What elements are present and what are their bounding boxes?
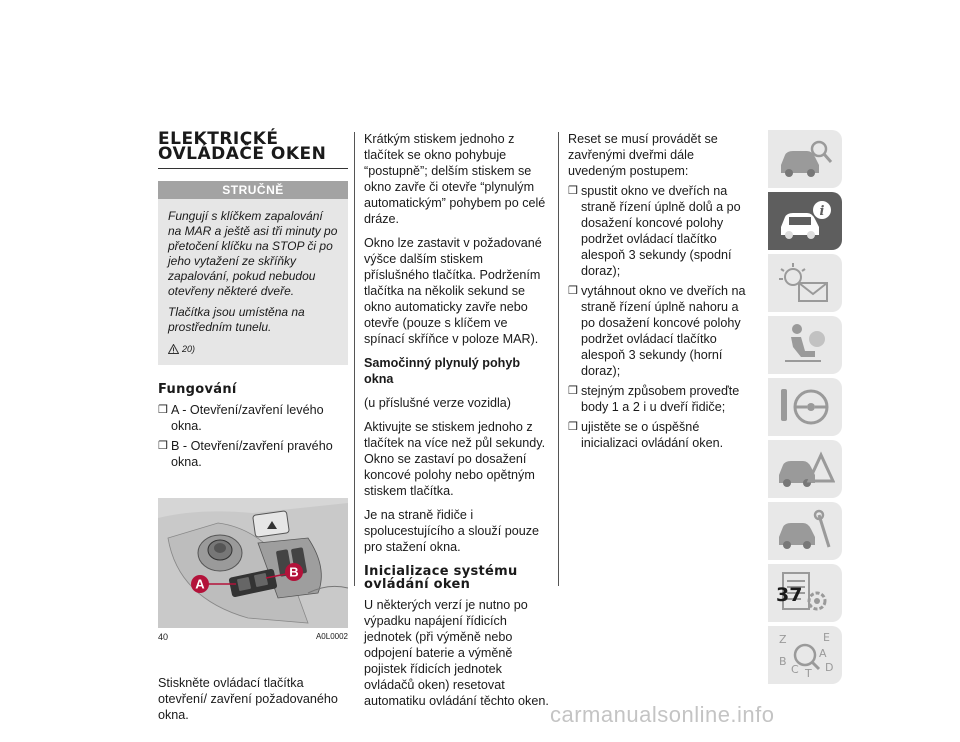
car-info-icon bbox=[775, 197, 835, 245]
list-item-text: ujistěte se o úspěšné inicializaci ovládání oken. bbox=[581, 420, 724, 450]
list-item-text: B - Otevření/zavření pravého okna. bbox=[171, 439, 333, 469]
bullet-box-icon: ❒ bbox=[568, 285, 578, 297]
tab-safety[interactable] bbox=[768, 316, 842, 374]
list-item bbox=[568, 419, 754, 451]
sub-heading: Samočinný plynulý pohyb okna bbox=[364, 356, 521, 386]
summary-heading: STRUČNĚ bbox=[158, 181, 348, 199]
alphabet-index-icon bbox=[775, 631, 835, 679]
paragraph: Je na straně řidiče i spolucestujícího a slouží pouze pro stažení okna. bbox=[364, 508, 540, 554]
warning-ref-text: 20) bbox=[182, 344, 196, 354]
list-item bbox=[568, 183, 754, 279]
paragraph: U některých verzí je nutno po výpadku napájení řídicích jednotek (při výměně nebo odpojení baterie a výměně pojistek řídicích jednotek ovládačů oken) resetovat automatiku ovládání těchto oken. bbox=[364, 598, 549, 708]
index-letter: B bbox=[779, 655, 787, 668]
summary-paragraph-2: Tlačítka jsou umístěna na prostředním tunelu. bbox=[168, 305, 305, 334]
steering-wheel-icon bbox=[775, 383, 835, 431]
bullet-box-icon: ❒ bbox=[158, 440, 168, 452]
list-item bbox=[568, 383, 754, 415]
warning-light-envelope-icon bbox=[775, 259, 835, 307]
index-letter: A bbox=[819, 647, 827, 660]
index-letter: E bbox=[823, 631, 830, 644]
list-item bbox=[568, 283, 754, 379]
bullet-box-icon: ❒ bbox=[568, 385, 578, 397]
tab-maintenance[interactable] bbox=[768, 502, 842, 560]
title-line-2: OVLÁDAČE OKEN bbox=[158, 144, 327, 164]
car-warning-triangle-icon bbox=[775, 445, 835, 493]
bullet-box-icon: ❒ bbox=[158, 404, 168, 416]
list-item-text: spustit okno ve dveřích na straně řízení úplně dolů a po dosažení koncové polohy podržet ovládací tlačítko alespoň 3 sekundy (spodní doraz); bbox=[581, 184, 741, 278]
section-heading-fungovani: Fungování bbox=[158, 382, 237, 397]
seat-airbag-icon bbox=[775, 321, 835, 369]
svg-text:i: i bbox=[819, 204, 825, 219]
paragraph: Aktivujte se stiskem jednoho z tlačítek na více než půl sekundy. Okno se zastaví po dosažení koncové polohy nebo opětným stiskem tlačítka. bbox=[364, 420, 546, 498]
tab-emergency[interactable] bbox=[768, 440, 842, 498]
bullet-box-icon: ❒ bbox=[568, 421, 578, 433]
summary-box bbox=[158, 181, 348, 365]
warning-reference bbox=[168, 341, 338, 357]
list-item-text: vytáhnout okno ve dveřích na straně řízení úplně nahoru a po dosažení koncové polohy podržet ovládací tlačítko alespoň 3 sekundy (horní doraz); bbox=[581, 284, 746, 378]
figure-label-b: B bbox=[289, 564, 299, 580]
summary-paragraph-1: Fungují s klíčkem zapalování na MAR a ještě asi tři minuty po přetočení klíčku na STOP či po jeho vytažení ze skříňky zapalování, pokud nebudou otevřeny některé dveře. bbox=[168, 209, 338, 298]
column-divider bbox=[354, 132, 355, 586]
tab-driving[interactable] bbox=[768, 378, 842, 436]
column-2 bbox=[364, 131, 550, 717]
watermark: carmanualsonline.info bbox=[550, 702, 775, 727]
paragraph: Reset se musí provádět se zavřenými dveřmi dále uvedeným postupem: bbox=[568, 132, 718, 178]
index-letter: Z bbox=[779, 633, 787, 646]
title-line-1: ELEKTRICKÉ bbox=[158, 129, 279, 149]
after-figure-text: Stiskněte ovládací tlačítka otevření/ zavření požadovaného okna. bbox=[158, 676, 338, 722]
column-1 bbox=[158, 129, 348, 731]
list-item bbox=[158, 402, 348, 434]
car-wrench-icon bbox=[775, 507, 835, 555]
center-console-illustration bbox=[158, 498, 348, 628]
figure-number: 40 bbox=[158, 632, 169, 642]
figure-caption bbox=[158, 629, 348, 645]
console-switch-figure bbox=[158, 498, 348, 628]
index-letter: C bbox=[791, 663, 799, 676]
heading-line-1: Inicializace systému bbox=[364, 564, 518, 579]
page-number: 37 bbox=[776, 584, 803, 606]
figure-code: A0L0002 bbox=[315, 632, 348, 641]
heading-line-2: ovládání oken bbox=[364, 577, 471, 592]
tab-index[interactable] bbox=[768, 626, 842, 684]
list-item-text: A - Otevření/zavření levého okna. bbox=[171, 403, 324, 433]
figure-label-a: A bbox=[195, 576, 205, 592]
index-letter: T bbox=[805, 667, 812, 679]
car-magnifier-icon bbox=[775, 135, 835, 183]
paragraph: (u příslušné verze vozidla) bbox=[364, 396, 511, 410]
index-letter: D bbox=[825, 661, 834, 674]
section-title bbox=[158, 129, 348, 169]
list-item bbox=[158, 438, 348, 470]
tab-car-info[interactable] bbox=[768, 192, 842, 250]
tab-warning-lights[interactable] bbox=[768, 254, 842, 312]
list-item-text: stejným způsobem proveďte body 1 a 2 i u dveří řidiče; bbox=[581, 384, 740, 414]
column-3 bbox=[568, 131, 754, 455]
section-heading-inicializace bbox=[364, 565, 550, 591]
paragraph: Okno lze zastavit v požadované výšce dalším stiskem příslušného tlačítka. Podržením tlačítka na několik sekund se okno automaticky zavře nebo otevře (pouze s klíčem ve spínací skříňce v poloze MAR). bbox=[364, 236, 542, 346]
bullet-box-icon: ❒ bbox=[568, 185, 578, 197]
column-divider bbox=[558, 132, 559, 586]
tab-car-inspection[interactable] bbox=[768, 130, 842, 188]
warning-triangle-icon bbox=[168, 344, 179, 354]
paragraph: Krátkým stiskem jednoho z tlačítek se okno pohybuje “postupně”; delším stiskem se okno zavře či otevře “plynulým automatickým” pohybem po celé dráze. bbox=[364, 132, 546, 226]
